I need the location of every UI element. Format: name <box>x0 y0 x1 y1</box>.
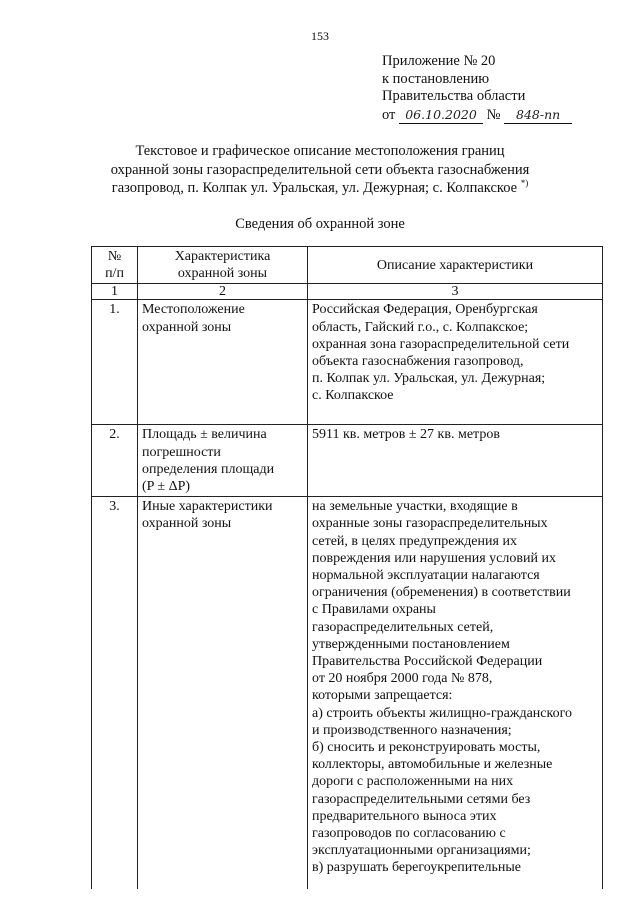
section-subtitle: Сведения об охранной зоне <box>235 216 405 232</box>
appendix-line-3: Правительства области <box>382 88 526 104</box>
protection-zone-table <box>91 246 603 889</box>
appendix-date-line <box>382 106 572 125</box>
appendix-line-2: к постановлению <box>382 70 490 87</box>
table-row <box>92 300 603 425</box>
appendix-block <box>382 53 572 124</box>
header-description: Описание характеристики <box>308 247 603 284</box>
row-number: 3. <box>92 497 138 890</box>
row-characteristic: Площадь ± величина погрешности определения площади (P ± ΔP) <box>138 425 308 497</box>
appendix-line-1: Приложение № 20 <box>382 53 496 69</box>
row-description: на земельные участки, входящие в охранные зоны газораспределительных сетей, в целях предупреждения их повреждения или нарушения условий их нормальной эксплуатации налагаются ограничения (обременения) в соответствии с Правилами охраны газораспределительных сетей, утвержденными постановлением Правительства Российской Федерации от 20 ноября 2000 года № 878, которыми запрещается: а) строить объекты жилищно-гражданского и производственного назначения; б) сносить и реконструировать мосты, коллекторы, автомобильные и железные дороги с расположенными на них газораспределительными сетями без предварительного выноса этих газопроводов по согласованию с эксплуатационными организациями; в) разрушать берегоукрепительные <box>308 497 603 890</box>
document-title <box>0 142 640 198</box>
title-line-3: газопровод, п. Колпак ул. Уральская, ул. Дежурная; с. Колпакское <box>111 180 518 196</box>
row-characteristic: Местоположение охранной зоны <box>138 300 308 425</box>
table-header-row <box>92 247 603 284</box>
row-number: 2. <box>92 425 138 497</box>
title-line-2: охранной зоны газораспределительной сети объекта газоснабжения <box>110 161 530 178</box>
row-characteristic: Иные характеристики охранной зоны <box>138 497 308 890</box>
row-description: 5911 кв. метров ± 27 кв. метров <box>308 425 603 497</box>
table-row <box>92 425 603 497</box>
header-number: № п/п <box>92 247 138 284</box>
title-line-3-wrap <box>0 179 640 198</box>
handwritten-date: 06.10.2020 <box>399 106 483 125</box>
row-description: Российская Федерация, Оренбургская область, Гайский г.о., с. Колпакское; охранная зона газораспределительной сети объекта газоснабжения газопровод, п. Колпак ул. Уральская, ул. Дежурная; с. Колпакское <box>308 300 603 425</box>
column-number-row <box>92 284 603 300</box>
header-characteristic: Характеристика охранной зоны <box>138 247 308 284</box>
footnote-mark: *) <box>520 178 529 189</box>
from-label: от <box>382 106 396 123</box>
title-line-1: Текстовое и графическое описание местоположения границ <box>135 143 505 159</box>
table-row <box>92 497 603 890</box>
number-sign: № <box>486 106 501 123</box>
row-number: 1. <box>92 300 138 425</box>
column-number-2: 2 <box>138 284 308 300</box>
handwritten-number: 848-пп <box>504 106 572 125</box>
column-number-1: 1 <box>92 284 138 300</box>
column-number-3: 3 <box>308 284 603 300</box>
page-number: 153 <box>311 29 329 43</box>
